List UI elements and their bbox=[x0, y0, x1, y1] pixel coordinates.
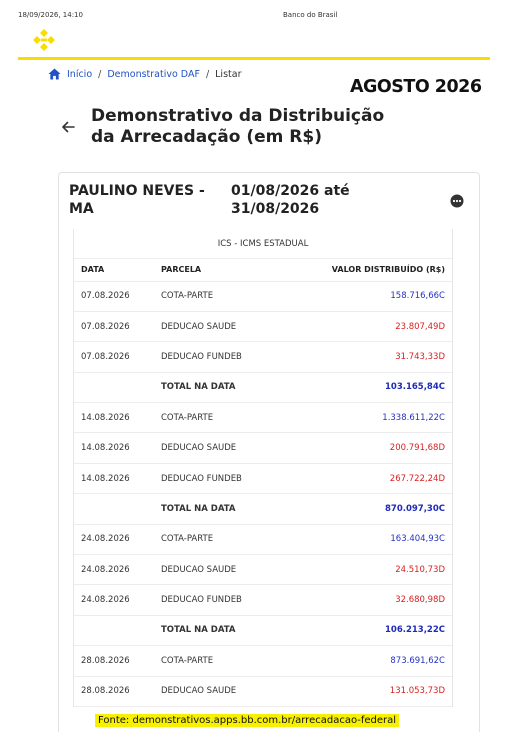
row-parcela: DEDUCAO FUNDEB bbox=[161, 463, 311, 493]
row-date: 07.08.2026 bbox=[74, 311, 161, 341]
print-timestamp: 18/09/2026, 14:10 bbox=[18, 11, 83, 19]
table-row bbox=[74, 311, 452, 341]
header-divider bbox=[18, 57, 490, 60]
row-parcela: DEDUCAO SAUDE bbox=[161, 555, 311, 585]
column-header-valor: VALOR DISTRIBUÍDO (R$) bbox=[311, 259, 452, 281]
row-parcela: COTA-PARTE bbox=[161, 524, 311, 554]
row-valor: 103.165,84C bbox=[311, 372, 452, 402]
row-valor: 870.097,30C bbox=[311, 494, 452, 524]
row-parcela: COTA-PARTE bbox=[161, 646, 311, 676]
row-valor: 23.807,49D bbox=[311, 311, 452, 341]
row-date: 07.08.2026 bbox=[74, 281, 161, 311]
column-header-parcela: PARCELA bbox=[161, 259, 311, 281]
breadcrumb-demonstrativo-link[interactable]: Demonstrativo DAF bbox=[107, 68, 200, 80]
print-page-title: Banco do Brasil bbox=[283, 11, 338, 19]
row-parcela: COTA-PARTE bbox=[161, 403, 311, 433]
more-options-icon[interactable] bbox=[450, 194, 464, 208]
row-parcela: TOTAL NA DATA bbox=[161, 494, 311, 524]
table-total-row bbox=[74, 494, 452, 524]
row-parcela: DEDUCAO FUNDEB bbox=[161, 585, 311, 615]
table-row bbox=[74, 676, 452, 706]
breadcrumb-current: Listar bbox=[215, 68, 242, 80]
breadcrumb-separator: / bbox=[98, 68, 102, 80]
breadcrumb-separator: / bbox=[205, 68, 210, 80]
row-valor: 267.722,24D bbox=[311, 463, 452, 493]
table-row bbox=[74, 281, 452, 311]
table-row bbox=[74, 646, 452, 676]
breadcrumb-home-link[interactable]: Início bbox=[67, 68, 93, 80]
row-date: 24.08.2026 bbox=[74, 585, 161, 615]
table-header-row bbox=[74, 259, 452, 281]
municipality-name: PAULINO NEVES - MA bbox=[69, 183, 205, 217]
table-row bbox=[74, 524, 452, 554]
card-header bbox=[59, 173, 479, 229]
banco-do-brasil-logo[interactable] bbox=[32, 28, 56, 52]
statement-period: 01/08/2026 até 31/08/2026 bbox=[231, 183, 350, 217]
row-parcela: DEDUCAO SAUDE bbox=[161, 311, 311, 341]
table-total-row bbox=[74, 372, 452, 402]
row-date: 28.08.2026 bbox=[74, 676, 161, 706]
row-valor: 131.053,73D bbox=[311, 676, 452, 706]
statement-card bbox=[58, 172, 480, 732]
row-valor: 32.680,98D bbox=[311, 585, 452, 615]
row-valor: 200.791,68D bbox=[311, 433, 452, 463]
row-valor: 24.510,73D bbox=[311, 555, 452, 585]
row-valor: 163.404,93C bbox=[311, 524, 452, 554]
row-parcela: DEDUCAO FUNDEB bbox=[161, 342, 311, 372]
row-date: 14.08.2026 bbox=[74, 433, 161, 463]
row-date bbox=[74, 372, 161, 402]
table-row bbox=[74, 555, 452, 585]
distribution-table-panel bbox=[73, 229, 453, 707]
row-date: 24.08.2026 bbox=[74, 524, 161, 554]
row-valor: 1.338.611,22C bbox=[311, 403, 452, 433]
row-date bbox=[74, 494, 161, 524]
source-note: Fonte: demonstrativos.apps.bb.com.br/arrecadacao-federal bbox=[95, 714, 399, 727]
table-row bbox=[74, 585, 452, 615]
row-date: 28.08.2026 bbox=[74, 646, 161, 676]
section-title: ICS - ICMS ESTADUAL bbox=[74, 229, 452, 259]
row-valor: 158.716,66C bbox=[311, 281, 452, 311]
month-title: AGOSTO 2026 bbox=[350, 77, 482, 97]
row-valor: 873.691,62C bbox=[311, 646, 452, 676]
home-icon[interactable] bbox=[48, 68, 61, 80]
row-date bbox=[74, 615, 161, 645]
print-header bbox=[18, 11, 490, 21]
table-row bbox=[74, 342, 452, 372]
row-date: 24.08.2026 bbox=[74, 555, 161, 585]
row-date: 14.08.2026 bbox=[74, 403, 161, 433]
table-total-row bbox=[74, 615, 452, 645]
table-row bbox=[74, 433, 452, 463]
table-row bbox=[74, 463, 452, 493]
row-date: 14.08.2026 bbox=[74, 463, 161, 493]
row-valor: 106.213,22C bbox=[311, 615, 452, 645]
row-parcela: TOTAL NA DATA bbox=[161, 615, 311, 645]
table-row bbox=[74, 403, 452, 433]
back-arrow-icon[interactable] bbox=[60, 119, 76, 135]
distribution-table bbox=[74, 259, 452, 707]
row-date: 07.08.2026 bbox=[74, 342, 161, 372]
breadcrumb bbox=[48, 68, 241, 80]
row-valor: 31.743,33D bbox=[311, 342, 452, 372]
row-parcela: DEDUCAO SAUDE bbox=[161, 676, 311, 706]
page-title: Demonstrativo da Distribuição da Arrecadação (em R$) bbox=[91, 106, 385, 147]
row-parcela: DEDUCAO SAUDE bbox=[161, 433, 311, 463]
row-parcela: COTA-PARTE bbox=[161, 281, 311, 311]
column-header-date: DATA bbox=[74, 259, 161, 281]
row-parcela: TOTAL NA DATA bbox=[161, 372, 311, 402]
